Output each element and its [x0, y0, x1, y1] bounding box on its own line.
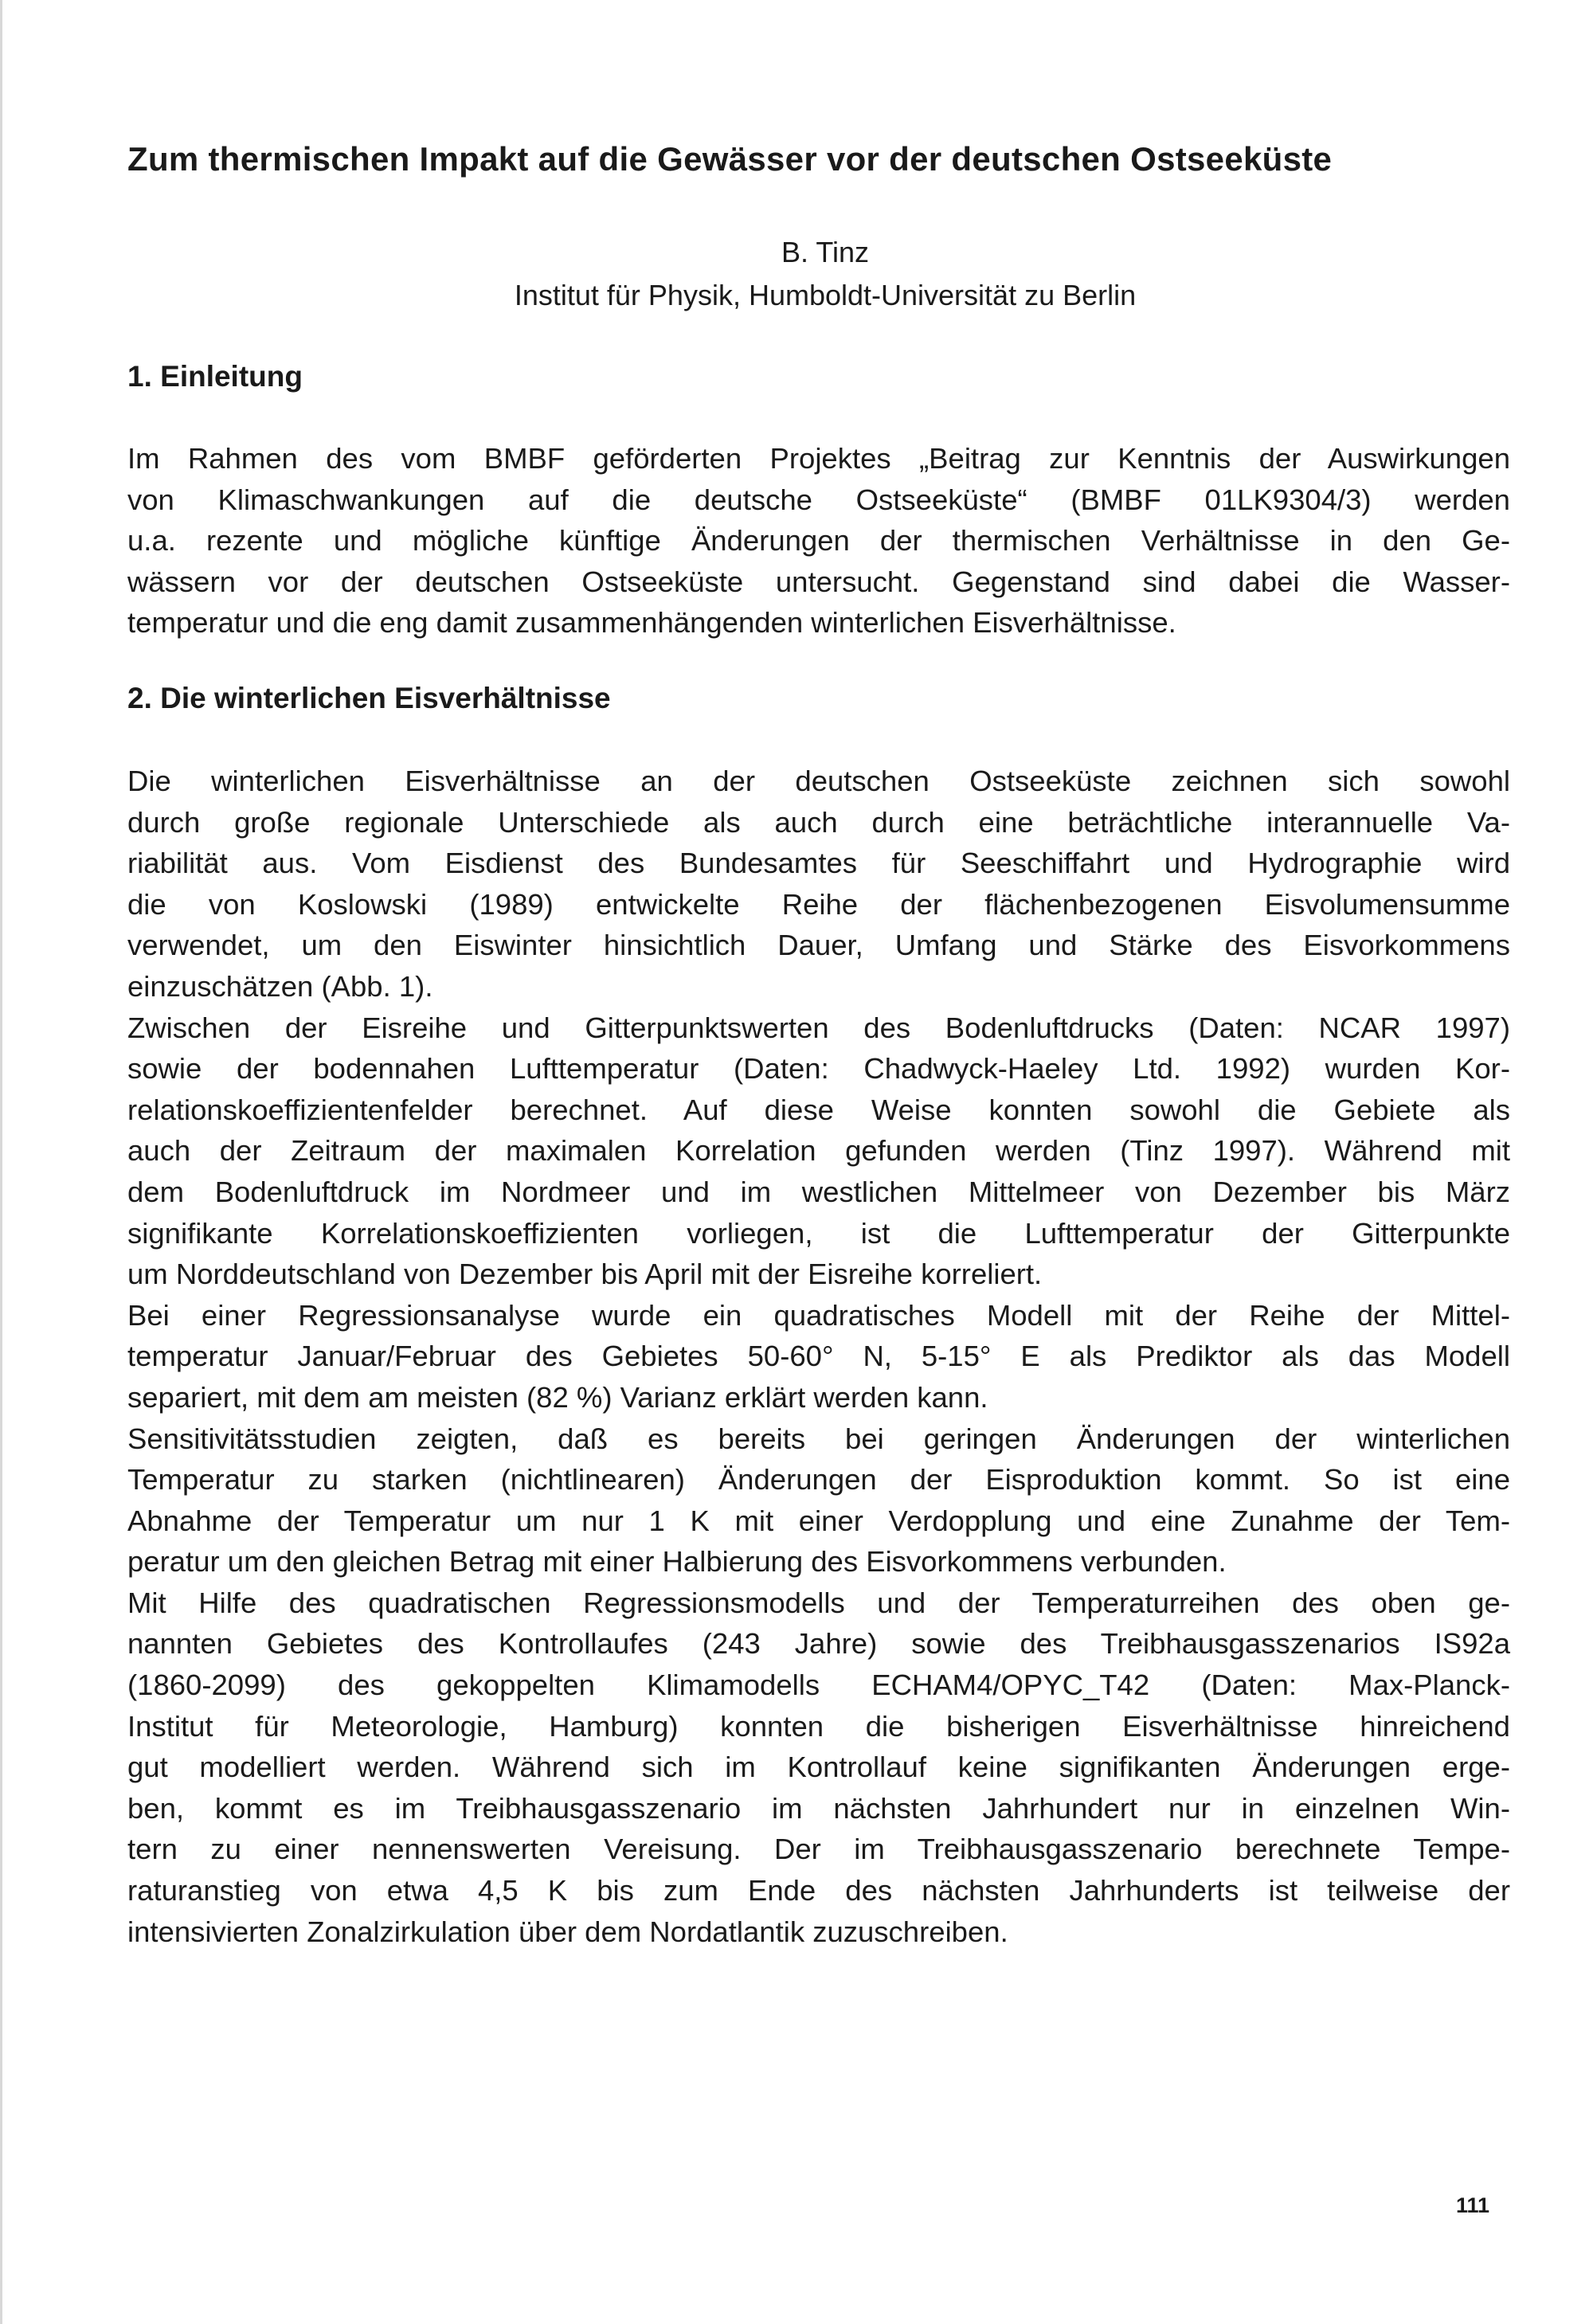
text-line: um Norddeutschland von Dezember bis April mit der Eisreihe korreliert. [127, 1258, 1043, 1291]
text-line: temperatur Januar/Februar des Gebietes 50-60° N, 5-15° E als Prediktor als das Modell [127, 1340, 1510, 1373]
text-line: von Klimaschwankungen auf die deutsche Ostseeküste“ (BMBF 01LK9304/3) werden [127, 483, 1510, 516]
text-line: Bei einer Regressionsanalyse wurde ein quadratisches Modell mit der Reihe der Mittel- [127, 1298, 1510, 1332]
section-heading-einleitung: 1. Einleitung [127, 360, 303, 393]
text-line: nannten Gebietes des Kontrollaufes (243 Jahre) sowie des Treibhausgasszenarios IS92a [127, 1627, 1510, 1661]
text-line: Im Rahmen des vom BMBF geförderten Projektes „Beitrag zur Kenntnis der Auswirkungen [127, 442, 1510, 475]
paper-title: Zum thermischen Impakt auf die Gewässer vor der deutschen Ostseeküste [127, 140, 1333, 178]
text-line: raturanstieg von etwa 4,5 K bis zum Ende des nächsten Jahrhunderts ist teilweise der [127, 1874, 1510, 1907]
text-line: signifikante Korrelationskoeffizienten vorliegen, ist die Lufttemperatur der Gitterpunkte [127, 1216, 1510, 1250]
text-line: ben, kommt es im Treibhausgasszenario im nächsten Jahrhundert nur in einzelnen Win- [127, 1791, 1510, 1825]
text-line: Temperatur zu starken (nichtlinearen) Änderungen der Eisproduktion kommt. So ist eine [127, 1463, 1510, 1497]
section-body-eisverhaeltnisse [127, 761, 1510, 1952]
section-heading-eisverhaeltnisse: 2. Die winterlichen Eisverhältnisse [127, 682, 611, 714]
text-line: u.a. rezente und mögliche künftige Änderungen der thermischen Verhältnisse in den Ge- [127, 524, 1510, 558]
text-line: (1860-2099) des gekoppelten Klimamodells ECHAM4/OPYC_T42 (Daten: Max-Planck- [127, 1669, 1510, 1702]
section-body-einleitung [127, 438, 1510, 644]
text-line: relationskoeffizientenfelder berechnet. Auf diese Weise konnten sowohl die Gebiete als [127, 1093, 1510, 1126]
author-block [0, 231, 1593, 317]
author-affiliation: Institut für Physik, Humboldt-Universität zu Berlin [514, 279, 1137, 311]
text-line: temperatur und die eng damit zusammenhängenden winterlichen Eisverhältnisse. [127, 606, 1176, 640]
text-line: Mit Hilfe des quadratischen Regressionsmodells und der Temperaturreihen des oben ge- [127, 1586, 1510, 1619]
text-line: die von Koslowski (1989) entwickelte Reihe der flächenbezogenen Eisvolumensumme [127, 887, 1510, 921]
text-line: Die winterlichen Eisverhältnisse an der deutschen Ostseeküste zeichnen sich sowohl [127, 765, 1510, 797]
text-line: wässern vor der deutschen Ostseeküste untersucht. Gegenstand sind dabei die Wasser- [127, 565, 1510, 598]
text-line: durch große regionale Unterschiede als auch durch eine beträchtliche interannuelle Va- [127, 805, 1510, 839]
text-line: einzuschätzen (Abb. 1). [127, 969, 433, 1003]
text-line: tern zu einer nennenswerten Vereisung. Der im Treibhausgasszenario berechnete Tempe- [127, 1833, 1510, 1866]
text-line: verwendet, um den Eiswinter hinsichtlich Dauer, Umfang und Stärke des Eisvorkommens [127, 929, 1510, 962]
scan-edge [0, 0, 2, 2324]
text-line: dem Bodenluftdruck im Nordmeer und im westlichen Mittelmeer von Dezember bis März [127, 1175, 1510, 1208]
author-name: B. Tinz [781, 236, 870, 268]
text-line: gut modelliert werden. Während sich im Kontrollauf keine signifikanten Änderungen erge- [127, 1751, 1510, 1784]
text-line: separiert, mit dem am meisten (82 %) Varianz erklärt werden kann. [127, 1380, 988, 1414]
text-line: peratur um den gleichen Betrag mit einer Halbierung des Eisvorkommens verbunden. [127, 1545, 1227, 1579]
text-line: intensivierten Zonalzirkulation über dem Nordatlantik zuzuschreiben. [127, 1915, 1008, 1948]
text-line: Abnahme der Temperatur um nur 1 K mit einer Verdopplung und eine Zunahme der Tem- [127, 1504, 1510, 1537]
text-line: riabilität aus. Vom Eisdienst des Bundesamtes für Seeschiffahrt und Hydrographie wird [127, 847, 1510, 880]
text-line: auch der Zeitraum der maximalen Korrelation gefunden werden (Tinz 1997). Während mit [127, 1134, 1510, 1168]
text-line: sowie der bodennahen Lufttemperatur (Daten: Chadwyck-Haeley Ltd. 1992) wurden Kor- [127, 1052, 1510, 1086]
text-line: Sensitivitätsstudien zeigten, daß es bereits bei geringen Änderungen der winterlichen [127, 1422, 1510, 1455]
text-line: Zwischen der Eisreihe und Gitterpunktswerten des Bodenluftdrucks (Daten: NCAR 1997) [127, 1011, 1510, 1044]
text-line: Institut für Meteorologie, Hamburg) konnten die bisherigen Eisverhältnisse hinreichend [127, 1709, 1510, 1743]
page-number: 111 [1456, 2193, 1490, 2217]
